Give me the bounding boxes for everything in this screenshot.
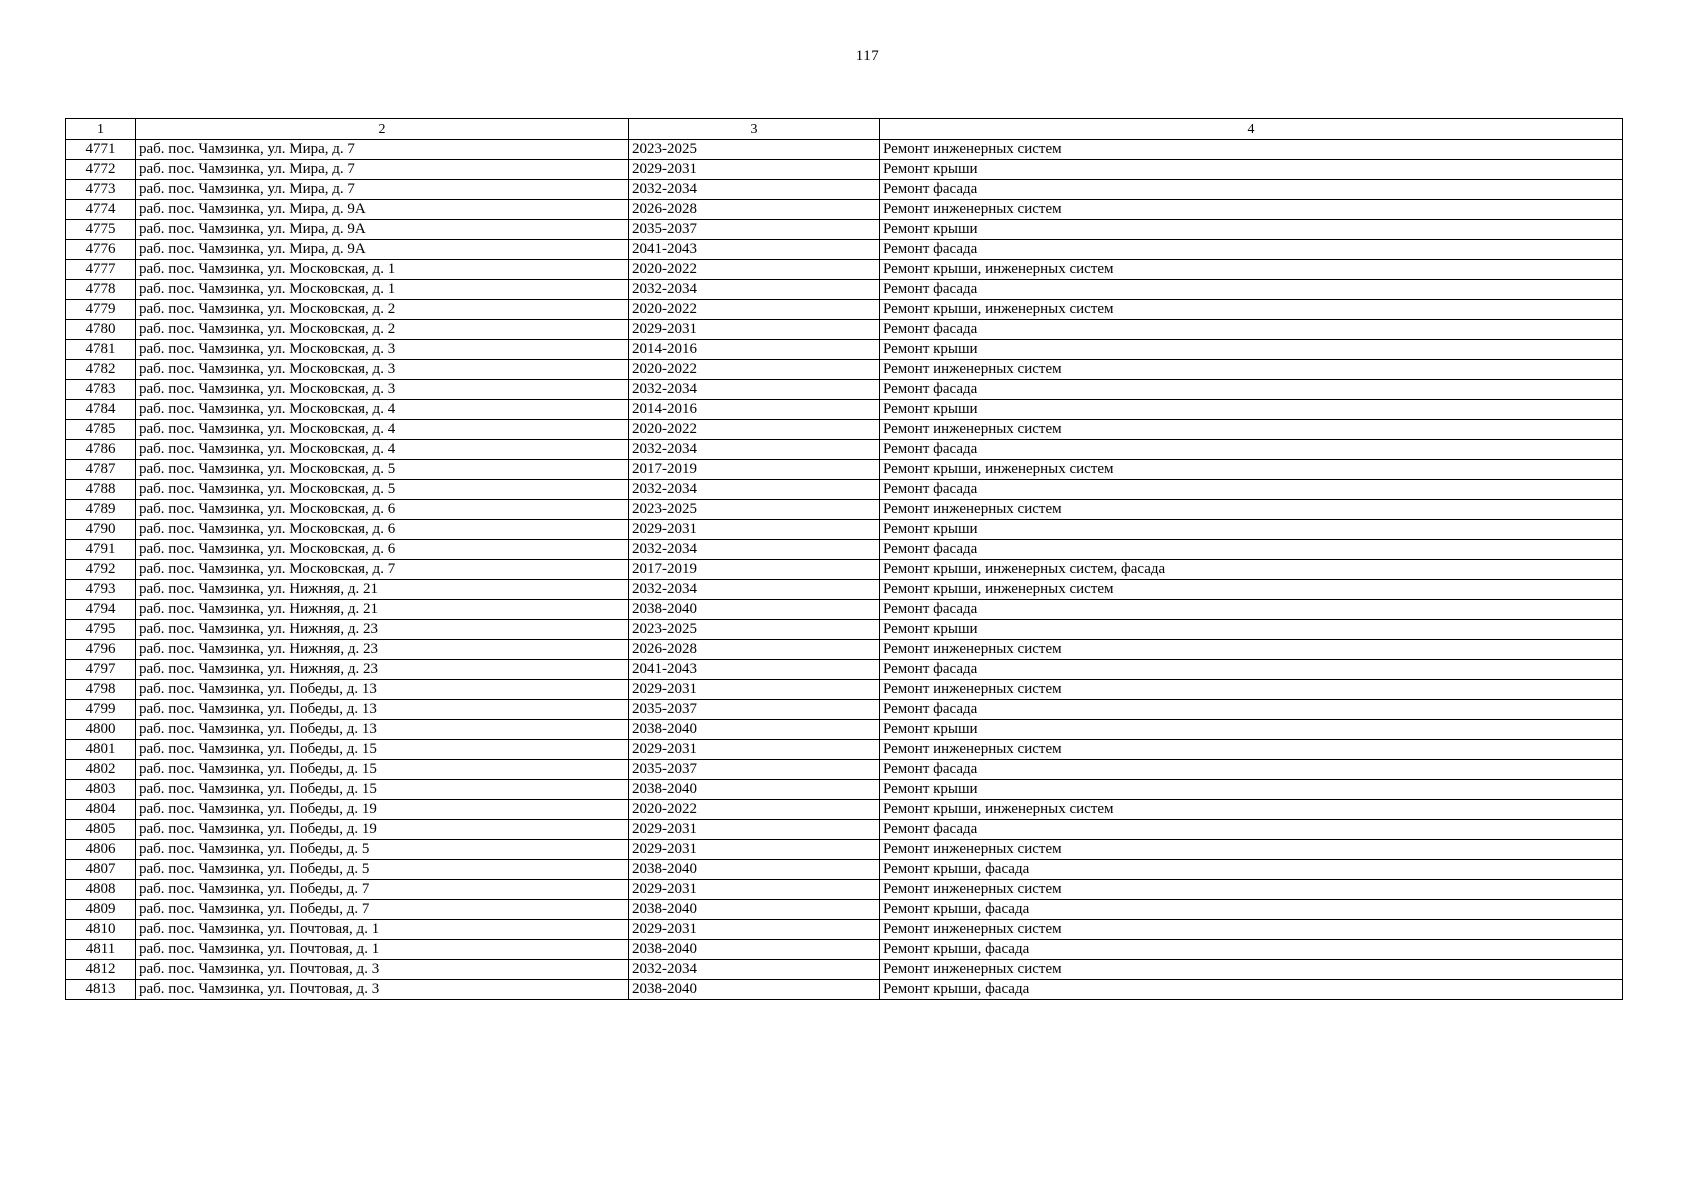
row-number-cell: 4788 [66,480,136,500]
table-row [66,380,1623,400]
work-type-cell: Ремонт крыши [880,160,1623,180]
table-row [66,800,1623,820]
table-row [66,680,1623,700]
table-row [66,700,1623,720]
work-type-cell: Ремонт крыши, инженерных систем [880,800,1623,820]
row-number-cell: 4795 [66,620,136,640]
address-cell: раб. пос. Чамзинка, ул. Почтовая, д. 3 [136,960,629,980]
row-number-cell: 4801 [66,740,136,760]
table-row [66,500,1623,520]
address-cell: раб. пос. Чамзинка, ул. Победы, д. 7 [136,880,629,900]
address-cell: раб. пос. Чамзинка, ул. Победы, д. 15 [136,760,629,780]
work-type-cell: Ремонт фасада [880,380,1623,400]
address-cell: раб. пос. Чамзинка, ул. Московская, д. 4 [136,440,629,460]
period-cell: 2029-2031 [629,840,880,860]
table-row [66,260,1623,280]
row-number-cell: 4784 [66,400,136,420]
row-number-cell: 4785 [66,420,136,440]
period-cell: 2038-2040 [629,940,880,960]
work-type-cell: Ремонт крыши, фасада [880,900,1623,920]
work-type-cell: Ремонт инженерных систем [880,500,1623,520]
work-type-cell: Ремонт фасада [880,760,1623,780]
work-type-cell: Ремонт фасада [880,240,1623,260]
table-row [66,400,1623,420]
table-row [66,860,1623,880]
period-cell: 2038-2040 [629,900,880,920]
table-row [66,280,1623,300]
work-type-cell: Ремонт фасада [880,660,1623,680]
row-number-cell: 4777 [66,260,136,280]
row-number-cell: 4772 [66,160,136,180]
repair-schedule-table [65,118,1623,1000]
work-type-cell: Ремонт инженерных систем [880,740,1623,760]
period-cell: 2029-2031 [629,520,880,540]
row-number-cell: 4775 [66,220,136,240]
row-number-cell: 4778 [66,280,136,300]
period-cell: 2038-2040 [629,720,880,740]
row-number-cell: 4793 [66,580,136,600]
address-cell: раб. пос. Чамзинка, ул. Почтовая, д. 1 [136,940,629,960]
address-cell: раб. пос. Чамзинка, ул. Нижняя, д. 21 [136,600,629,620]
row-number-cell: 4794 [66,600,136,620]
column-header-address: 2 [136,119,629,140]
column-header-work: 4 [880,119,1623,140]
work-type-cell: Ремонт крыши, инженерных систем [880,300,1623,320]
table-row [66,240,1623,260]
row-number-cell: 4780 [66,320,136,340]
table-row [66,180,1623,200]
work-type-cell: Ремонт инженерных систем [880,200,1623,220]
period-cell: 2041-2043 [629,660,880,680]
address-cell: раб. пос. Чамзинка, ул. Московская, д. 6 [136,520,629,540]
work-type-cell: Ремонт инженерных систем [880,420,1623,440]
table-row [66,300,1623,320]
row-number-cell: 4809 [66,900,136,920]
period-cell: 2032-2034 [629,480,880,500]
table-row [66,460,1623,480]
row-number-cell: 4789 [66,500,136,520]
row-number-cell: 4796 [66,640,136,660]
address-cell: раб. пос. Чамзинка, ул. Победы, д. 13 [136,700,629,720]
period-cell: 2032-2034 [629,280,880,300]
table-row [66,840,1623,860]
table-row [66,920,1623,940]
work-type-cell: Ремонт крыши [880,340,1623,360]
period-cell: 2020-2022 [629,260,880,280]
address-cell: раб. пос. Чамзинка, ул. Нижняя, д. 23 [136,620,629,640]
work-type-cell: Ремонт инженерных систем [880,880,1623,900]
work-type-cell: Ремонт крыши [880,620,1623,640]
row-number-cell: 4800 [66,720,136,740]
table-row [66,980,1623,1000]
table-row [66,420,1623,440]
row-number-cell: 4790 [66,520,136,540]
row-number-cell: 4802 [66,760,136,780]
work-type-cell: Ремонт инженерных систем [880,640,1623,660]
address-cell: раб. пос. Чамзинка, ул. Московская, д. 6 [136,500,629,520]
table-row [66,880,1623,900]
period-cell: 2023-2025 [629,500,880,520]
table-row [66,660,1623,680]
period-cell: 2032-2034 [629,960,880,980]
row-number-cell: 4811 [66,940,136,960]
column-header-number: 1 [66,119,136,140]
row-number-cell: 4771 [66,140,136,160]
table-row [66,740,1623,760]
table-row [66,560,1623,580]
period-cell: 2029-2031 [629,740,880,760]
row-number-cell: 4786 [66,440,136,460]
table-row [66,360,1623,380]
period-cell: 2032-2034 [629,180,880,200]
row-number-cell: 4799 [66,700,136,720]
address-cell: раб. пос. Чамзинка, ул. Победы, д. 13 [136,720,629,740]
address-cell: раб. пос. Чамзинка, ул. Московская, д. 1 [136,260,629,280]
address-cell: раб. пос. Чамзинка, ул. Победы, д. 13 [136,680,629,700]
address-cell: раб. пос. Чамзинка, ул. Нижняя, д. 23 [136,640,629,660]
period-cell: 2041-2043 [629,240,880,260]
address-cell: раб. пос. Чамзинка, ул. Победы, д. 5 [136,840,629,860]
period-cell: 2023-2025 [629,620,880,640]
period-cell: 2038-2040 [629,980,880,1000]
address-cell: раб. пос. Чамзинка, ул. Победы, д. 5 [136,860,629,880]
address-cell: раб. пос. Чамзинка, ул. Московская, д. 1 [136,280,629,300]
work-type-cell: Ремонт инженерных систем [880,140,1623,160]
address-cell: раб. пос. Чамзинка, ул. Московская, д. 3 [136,340,629,360]
address-cell: раб. пос. Чамзинка, ул. Московская, д. 3 [136,380,629,400]
address-cell: раб. пос. Чамзинка, ул. Победы, д. 15 [136,740,629,760]
work-type-cell: Ремонт инженерных систем [880,960,1623,980]
address-cell: раб. пос. Чамзинка, ул. Московская, д. 5 [136,460,629,480]
work-type-cell: Ремонт фасада [880,540,1623,560]
header-row [66,119,1623,140]
table-row [66,820,1623,840]
address-cell: раб. пос. Чамзинка, ул. Московская, д. 2 [136,320,629,340]
address-cell: раб. пос. Чамзинка, ул. Московская, д. 2 [136,300,629,320]
period-cell: 2014-2016 [629,400,880,420]
work-type-cell: Ремонт фасада [880,180,1623,200]
row-number-cell: 4782 [66,360,136,380]
work-type-cell: Ремонт крыши, инженерных систем [880,580,1623,600]
work-type-cell: Ремонт крыши [880,780,1623,800]
table-row [66,640,1623,660]
row-number-cell: 4787 [66,460,136,480]
row-number-cell: 4805 [66,820,136,840]
address-cell: раб. пос. Чамзинка, ул. Мира, д. 7 [136,140,629,160]
period-cell: 2032-2034 [629,580,880,600]
address-cell: раб. пос. Чамзинка, ул. Почтовая, д. 3 [136,980,629,1000]
row-number-cell: 4781 [66,340,136,360]
table-row [66,340,1623,360]
work-type-cell: Ремонт инженерных систем [880,840,1623,860]
work-type-cell: Ремонт фасада [880,320,1623,340]
address-cell: раб. пос. Чамзинка, ул. Нижняя, д. 21 [136,580,629,600]
period-cell: 2038-2040 [629,780,880,800]
address-cell: раб. пос. Чамзинка, ул. Мира, д. 9А [136,220,629,240]
period-cell: 2038-2040 [629,860,880,880]
table-row [66,580,1623,600]
period-cell: 2020-2022 [629,420,880,440]
period-cell: 2029-2031 [629,880,880,900]
column-header-period: 3 [629,119,880,140]
period-cell: 2020-2022 [629,800,880,820]
table-row [66,620,1623,640]
period-cell: 2026-2028 [629,640,880,660]
row-number-cell: 4774 [66,200,136,220]
period-cell: 2017-2019 [629,460,880,480]
address-cell: раб. пос. Чамзинка, ул. Московская, д. 3 [136,360,629,380]
work-type-cell: Ремонт крыши [880,520,1623,540]
row-number-cell: 4798 [66,680,136,700]
address-cell: раб. пос. Чамзинка, ул. Победы, д. 7 [136,900,629,920]
table-row [66,440,1623,460]
address-cell: раб. пос. Чамзинка, ул. Победы, д. 19 [136,800,629,820]
work-type-cell: Ремонт крыши, фасада [880,860,1623,880]
table-row [66,600,1623,620]
page-number: 117 [855,48,880,64]
address-cell: раб. пос. Чамзинка, ул. Московская, д. 6 [136,540,629,560]
address-cell: раб. пос. Чамзинка, ул. Мира, д. 7 [136,160,629,180]
row-number-cell: 4792 [66,560,136,580]
period-cell: 2035-2037 [629,760,880,780]
work-type-cell: Ремонт фасада [880,280,1623,300]
work-type-cell: Ремонт крыши, фасада [880,980,1623,1000]
address-cell: раб. пос. Чамзинка, ул. Победы, д. 15 [136,780,629,800]
row-number-cell: 4812 [66,960,136,980]
address-cell: раб. пос. Чамзинка, ул. Почтовая, д. 1 [136,920,629,940]
address-cell: раб. пос. Чамзинка, ул. Мира, д. 9А [136,200,629,220]
address-cell: раб. пос. Чамзинка, ул. Московская, д. 4 [136,400,629,420]
work-type-cell: Ремонт крыши [880,400,1623,420]
table-row [66,140,1623,160]
row-number-cell: 4783 [66,380,136,400]
period-cell: 2020-2022 [629,360,880,380]
table-row [66,960,1623,980]
table-row [66,520,1623,540]
row-number-cell: 4808 [66,880,136,900]
row-number-cell: 4776 [66,240,136,260]
table-row [66,720,1623,740]
table-row [66,160,1623,180]
work-type-cell: Ремонт крыши, инженерных систем [880,460,1623,480]
period-cell: 2032-2034 [629,380,880,400]
period-cell: 2029-2031 [629,820,880,840]
work-type-cell: Ремонт фасада [880,600,1623,620]
table-row [66,480,1623,500]
table-row [66,780,1623,800]
period-cell: 2023-2025 [629,140,880,160]
period-cell: 2029-2031 [629,920,880,940]
address-cell: раб. пос. Чамзинка, ул. Победы, д. 19 [136,820,629,840]
row-number-cell: 4791 [66,540,136,560]
period-cell: 2014-2016 [629,340,880,360]
period-cell: 2038-2040 [629,600,880,620]
address-cell: раб. пос. Чамзинка, ул. Нижняя, д. 23 [136,660,629,680]
table-row [66,540,1623,560]
work-type-cell: Ремонт фасада [880,480,1623,500]
table-row [66,220,1623,240]
work-type-cell: Ремонт крыши, инженерных систем, фасада [880,560,1623,580]
period-cell: 2032-2034 [629,440,880,460]
period-cell: 2029-2031 [629,160,880,180]
work-type-cell: Ремонт крыши [880,220,1623,240]
address-cell: раб. пос. Чамзинка, ул. Московская, д. 5 [136,480,629,500]
row-number-cell: 4813 [66,980,136,1000]
row-number-cell: 4807 [66,860,136,880]
work-type-cell: Ремонт крыши, фасада [880,940,1623,960]
table-row [66,940,1623,960]
address-cell: раб. пос. Чамзинка, ул. Мира, д. 7 [136,180,629,200]
row-number-cell: 4773 [66,180,136,200]
table-row [66,320,1623,340]
work-type-cell: Ремонт фасада [880,700,1623,720]
table-row [66,200,1623,220]
address-cell: раб. пос. Чамзинка, ул. Московская, д. 7 [136,560,629,580]
work-type-cell: Ремонт фасада [880,820,1623,840]
row-number-cell: 4806 [66,840,136,860]
period-cell: 2020-2022 [629,300,880,320]
work-type-cell: Ремонт фасада [880,440,1623,460]
address-cell: раб. пос. Чамзинка, ул. Мира, д. 9А [136,240,629,260]
work-type-cell: Ремонт крыши [880,720,1623,740]
row-number-cell: 4779 [66,300,136,320]
work-type-cell: Ремонт инженерных систем [880,680,1623,700]
period-cell: 2035-2037 [629,700,880,720]
row-number-cell: 4804 [66,800,136,820]
work-type-cell: Ремонт крыши, инженерных систем [880,260,1623,280]
row-number-cell: 4797 [66,660,136,680]
work-type-cell: Ремонт инженерных систем [880,360,1623,380]
period-cell: 2029-2031 [629,680,880,700]
row-number-cell: 4810 [66,920,136,940]
period-cell: 2035-2037 [629,220,880,240]
table-row [66,900,1623,920]
period-cell: 2032-2034 [629,540,880,560]
period-cell: 2017-2019 [629,560,880,580]
table-row [66,760,1623,780]
row-number-cell: 4803 [66,780,136,800]
period-cell: 2029-2031 [629,320,880,340]
work-type-cell: Ремонт инженерных систем [880,920,1623,940]
address-cell: раб. пос. Чамзинка, ул. Московская, д. 4 [136,420,629,440]
period-cell: 2026-2028 [629,200,880,220]
table-body [66,140,1623,1000]
